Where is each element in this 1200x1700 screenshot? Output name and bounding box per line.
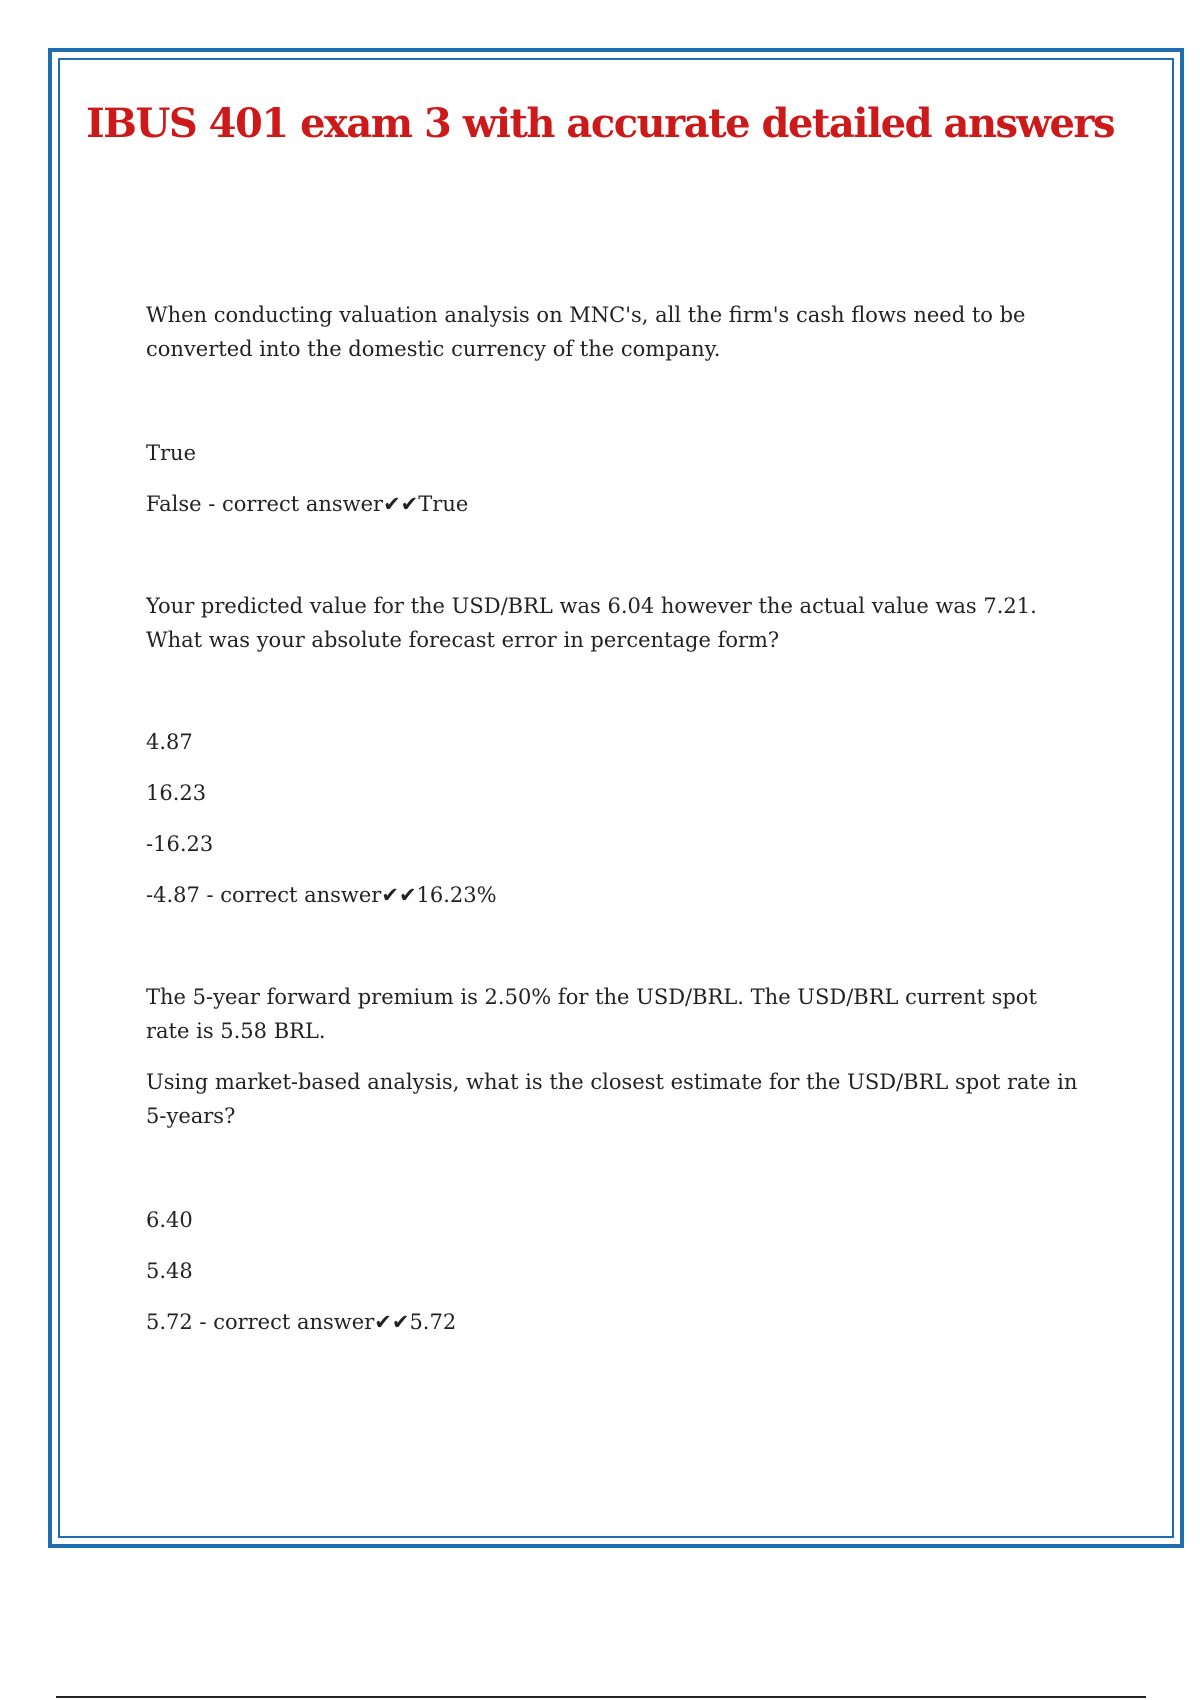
footer-divider [56, 1696, 1146, 1698]
question-2-answer [146, 878, 1086, 912]
question-2 [146, 589, 1086, 657]
option: 5.48 [146, 1259, 193, 1283]
question-1-options [146, 436, 1086, 470]
question-3-text: The 5-year forward premium is 2.50% for the USD/BRL. The USD/BRL current spot rate is 5.58 BRL. [146, 985, 1037, 1043]
option: True [146, 441, 196, 465]
question-2-option-2 [146, 776, 1086, 810]
question-2-option-1 [146, 725, 1086, 759]
question-3-text-2: Using market-based analysis, what is the closest estimate for the USD/BRL spot rate in 5-years? [146, 1070, 1078, 1128]
correct-answer: False - correct answer✔✔True [146, 492, 469, 516]
question-1-answer [146, 487, 1086, 521]
option: -16.23 [146, 832, 214, 856]
option: 6.40 [146, 1208, 193, 1232]
document-title: IBUS 401 exam 3 with accurate detailed answers [85, 100, 1115, 147]
question-2-text: Your predicted value for the USD/BRL was 6.04 however the actual value was 7.21. What was your absolute forecast error in percentage form? [146, 594, 1037, 652]
question-3-option-2 [146, 1254, 1086, 1288]
question-1 [146, 298, 1086, 366]
question-3-option-1 [146, 1203, 1086, 1237]
option: 4.87 [146, 730, 193, 754]
question-3 [146, 980, 1086, 1048]
option: 16.23 [146, 781, 207, 805]
correct-answer: -4.87 - correct answer✔✔16.23% [146, 883, 497, 907]
question-2-option-3 [146, 827, 1086, 861]
correct-answer: 5.72 - correct answer✔✔5.72 [146, 1310, 457, 1334]
question-1-text: When conducting valuation analysis on MNC's, all the firm's cash flows need to be converted into the domestic currency of the company. [146, 303, 1026, 361]
question-3-prompt [146, 1065, 1086, 1133]
question-3-answer [146, 1305, 1086, 1339]
